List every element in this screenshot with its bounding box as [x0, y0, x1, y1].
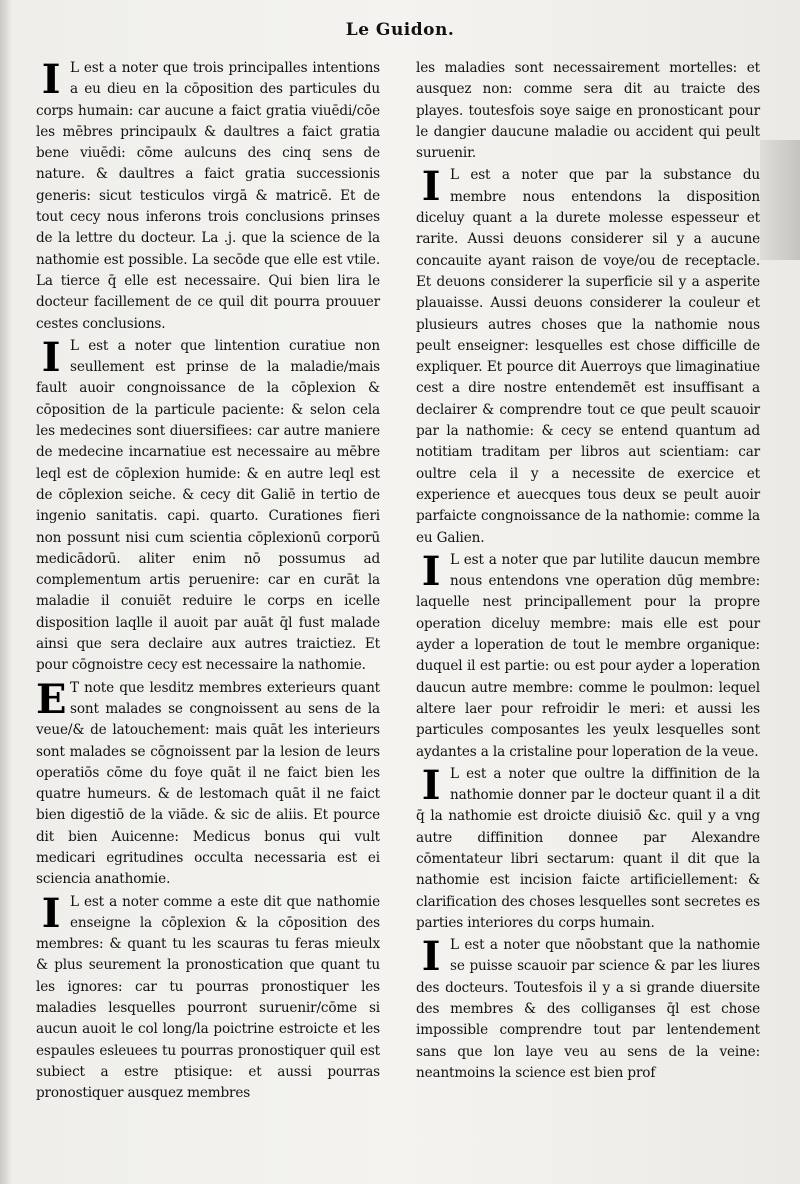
running-head: Le Guidon.	[345, 20, 455, 40]
paragraph	[416, 165, 760, 548]
drop-cap: I	[41, 333, 61, 381]
paragraph-text: T note que lesditz membres exterieurs quant sont malades se congnoissent au sens de la veue/& de latouchement: mais quāt les interieurs sont malades se cōgnoissent par la lesion de leurs operatiōs cōme du foye quāt il ne faict bien les quatre humeurs. & de lestomach quāt il ne faict bien digestiō de la viāde. & sic de aliis. Et pource dit bien Auicenne: Medicus bonus qui vult medicari egritudines occulta necessaria est ei sciencia anathomie.	[36, 679, 380, 888]
paragraph	[36, 889, 380, 1105]
paragraph-text: L est a noter que nōobstant que la nathomie se puisse scauoir par science & par les liures des docteurs. Toutesfois il y a si grande diuersite des membres & des colliganses q̄l est chose impossible comprendre tout par lentendement sans que lon laye veu au sens de la veine: neantmoins la science est bien prof	[416, 937, 760, 1081]
right-column	[416, 58, 760, 1084]
drop-cap: I	[421, 547, 441, 595]
left-column	[36, 58, 380, 1105]
drop-cap: I	[41, 56, 61, 103]
drop-cap: I	[421, 933, 441, 981]
paragraph-text: L est a noter que par lutilite daucun membre nous entendons vne operation dūg membre: laquelle nest principallement pour la propre operation diceluy membre: mais elle est pour ayder a loperation de tout le membre organique: duquel il est partie: ou est pour ayder a loperation daucun autre membre: comme le poulmon: lequel altere laer pour refroidir le meri: et aussi les particules composantes les yeulx lesquelles sont aydantes a la cristaline pour loperation de la veue.	[416, 551, 760, 760]
paragraph	[416, 761, 760, 934]
paragraph-text: L est a noter que lintention curatiue non seullement est prinse de la maladie/mais fault auoir congnoissance de la cōplexion & cōposition de la particule paciente: & selon cela les medecines sont diuersifiees: car autre maniere de medecine incarnatiue est necessaire au mēbre leql est de cōplexion humide: & en autre leql est de cōplexion seiche. & cecy dit Galiē in tertio de ingenio sanitatis. capi. quarto. Curationes fieri non possunt nisi cum scientia cōplexionū corporū medicādorū. aliter enim nō possumus ad complementum artis peruenire: car en curāt la maladie il conuiēt reduire le corps en icelle disposition laqlle il auoit par auāt q̄l fust malade ainsi que sera declaire aux autres traictiez. Et pour cōgnoistre cecy est necessaire la nathomie.	[36, 337, 380, 674]
paragraph	[36, 333, 380, 677]
paragraph-text: les maladies sont necessairement mortelles: et ausquez non: comme sera dit au traicte des playes. toutesfois soye saige en pronosticant pour le dangier daucune maladie ou accident qui peult suruenir.	[416, 60, 760, 162]
drop-cap: I	[421, 163, 441, 211]
paragraph-text: L est a noter que par la substance du membre nous entendons la disposition diceluy quant a la durete molesse espesseur et rarite. Aussi deuons considerer sil y a aucune concauite ayant raison de voye/ou de receptacle. Et deuons considerer la superficie sil y a asperite plauaisse. Aussi deuons considerer la couleur et plusieurs autres choses que la nathomie nous peult enseigner: lesquelles est chose difficille de expliquer. Et pource dit Auerroys que limaginatiue cest a dire nostre entendemēt est insuffisant a declairer & comprendre tout ce que peult scauoir par la nathomie: & cecy se entend quantum ad notitiam traditam per libros aut scientiam: car oultre cela il y a necessite de exercice et experience et auecques tous deux se peult auoir parfaicte congnoissance de la nathomie: comme la eu Galien.	[416, 167, 760, 546]
paragraph	[36, 58, 380, 335]
drop-cap: I	[421, 761, 441, 809]
paragraph-text: L est a noter comme a este dit que nathomie enseigne la cōplexion & la cōposition des membres: & quant tu les scauras tu feras mieulx & plus seurement la pronostication que quant tu les ignores: car tu pourras pronostiquer les maladies lesquelles pourront suruenir/cōme si aucun auoit le col long/la poictrine estroicte et les espaules esleuees tu pourras pronostiquer quil est subiect a estre ptisique: et aussi pourras pronostiquer ausquez membres	[36, 893, 380, 1102]
drop-cap: I	[41, 889, 61, 937]
paragraph	[416, 58, 760, 164]
paragraph	[36, 675, 380, 891]
bleed-through-shadow	[760, 140, 800, 260]
paragraph	[416, 935, 760, 1084]
paragraph	[416, 547, 760, 763]
paragraph-text: L est a noter que trois principalles intentions a eu dieu en la cōposition des particules du corps humain: car aucune a faict gratia viuēdi/cōe les mēbres principaulx & daultres a faict gratia bene viuēdi: cōme aulcuns des cinq sens de nature. & daultres a faict gratia successionis generis: sicut testiculos virgā & matricē. Et de tout cecy nous inferons trois conclusions prinses de la lettre du docteur. La .j. que la science de la nathomie est possible. La secōde que elle est vtile. La tierce q̄ elle est necessaire. Qui bien lira le docteur facillement de ce quil dit pourra prouuer cestes conclusions.	[36, 60, 380, 332]
drop-cap: E	[36, 675, 67, 723]
paragraph-text: L est a noter que oultre la diffinition de la nathomie donner par le docteur quant il a dit q̄ la nathomie est droicte diuisiō &c. quil y a vng autre diffinition donnee par Alexandre cōmentateur libri sectarum: quant il dit que la nathomie est incision faicte artificiellement: & clarification des choses lesquelles sont secretes es parties interiores du corps humain.	[416, 765, 760, 931]
